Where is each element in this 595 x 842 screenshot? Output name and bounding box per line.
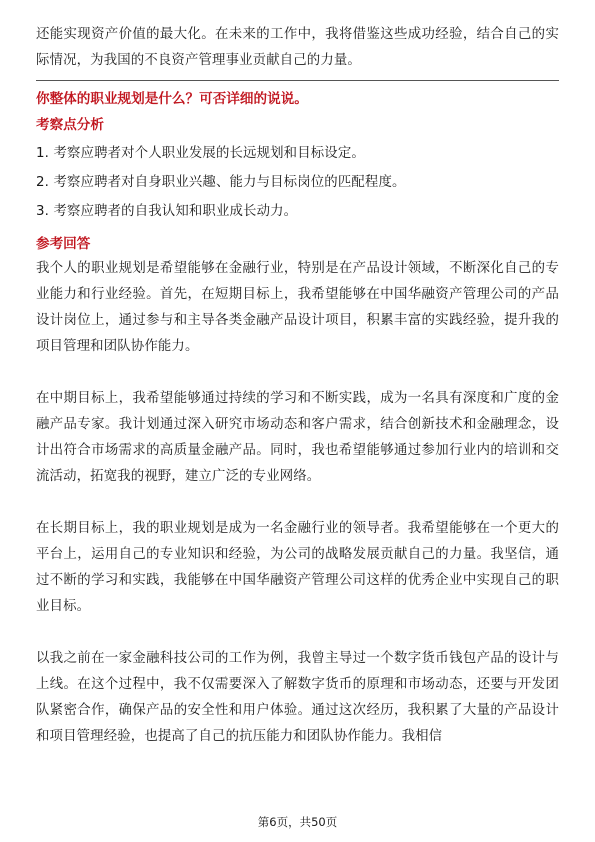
- page-footer: [0, 814, 595, 830]
- page-content: [36, 22, 559, 750]
- analysis-point: 2. 考察应聘者对自身职业兴趣、能力与目标岗位的匹配程度。: [36, 175, 406, 190]
- intro-paragraph: 还能实现资产价值的最大化。在未来的工作中，我将借鉴这些成功经验，结合自己的实际情况，为我国的不良资产管理事业贡献自己的力量。: [36, 27, 559, 68]
- analysis-points: [36, 139, 559, 226]
- answer-paragraph: 我个人的职业规划是希望能够在金融行业，特别是在产品设计领域，不断深化自己的专业能力和行业经验。首先，在短期目标上，我希望能够在中国华融资产管理公司的产品设计岗位上，通过参与和主导各类金融产品设计项目，积累丰富的实践经验，提升我的项目管理和团队协作能力。: [36, 261, 559, 354]
- answer-paragraph: 在中期目标上，我希望能够通过持续的学习和不断实践，成为一名具有深度和广度的金融产品专家。我计划通过深入研究市场动态和客户需求，结合创新技术和金融理念，设计出符合市场需求的高质量金融产品。同时，我也希望能够通过参加行业内的培训和交流活动，拓宽我的视野，建立广泛的专业网络。: [36, 391, 559, 484]
- answer-body: [36, 256, 559, 750]
- page-number: 第6页，共50页: [257, 815, 338, 829]
- answer-paragraph: 以我之前在一家金融科技公司的工作为例，我曾主导过一个数字货币钱包产品的设计与上线。在这个过程中，我不仅需要深入了解数字货币的原理和市场动态，还要与开发团队紧密合作，确保产品的安全性和用户体验。通过这次经历，我积累了大量的产品设计和项目管理经验，也提高了自己的抗压能力和团队协作能力。我相信: [36, 651, 559, 744]
- analysis-title: 考察点分析: [36, 117, 104, 133]
- analysis-point: 3. 考察应聘者的自我认知和职业成长动力。: [36, 204, 298, 219]
- question-heading: 你整体的职业规划是什么？可否详细的说说。: [36, 91, 308, 107]
- answer-paragraph: 在长期目标上，我的职业规划是成为一名金融行业的领导者。我希望能够在一个更大的平台上，运用自己的专业知识和经验，为公司的战略发展贡献自己的力量。我坚信，通过不断的学习和实践，我能够在中国华融资产管理公司这样的优秀企业中实现自己的职业目标。: [36, 521, 559, 614]
- analysis-point: 1. 考察应聘者对个人职业发展的长远规划和目标设定。: [36, 146, 365, 161]
- answer-title: 参考回答: [36, 236, 91, 252]
- section-divider: [36, 80, 559, 81]
